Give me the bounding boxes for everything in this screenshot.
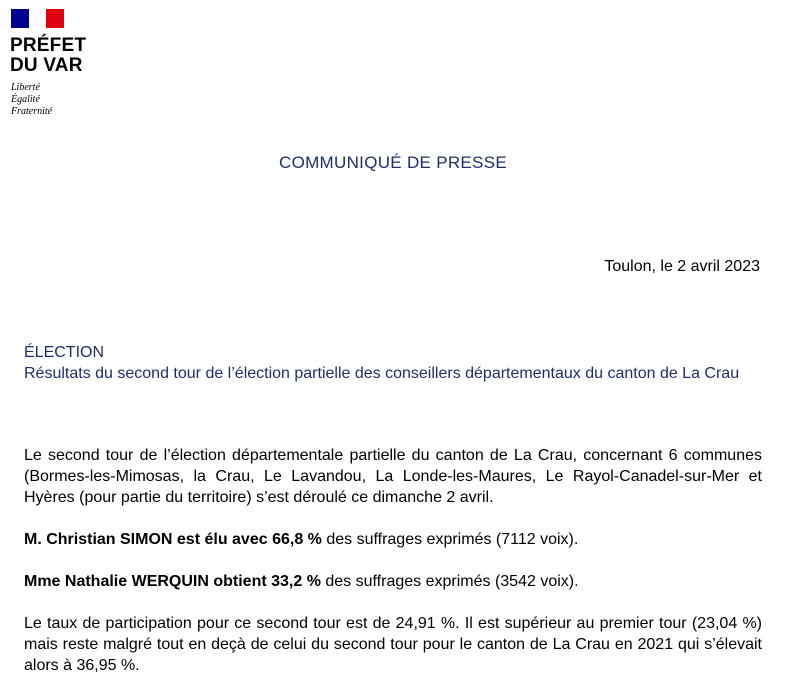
flag-white-stripe	[29, 9, 46, 28]
logo-line-1: PRÉFET	[10, 35, 87, 56]
werquin-result-bold: Mme Nathalie WERQUIN obtient 33,2 %	[24, 573, 321, 590]
dateline: Toulon, le 2 avril 2023	[604, 258, 760, 275]
french-flag-icon	[11, 9, 64, 28]
republic-motto	[11, 82, 52, 118]
section-subtitle: Résultats du second tour de l’élection partielle des conseillers départementaux du canton de La Crau	[24, 365, 740, 382]
section-heading: ÉLECTION	[24, 344, 105, 361]
logo-line-2: DU VAR	[10, 55, 83, 76]
paragraph-simon-result	[24, 529, 762, 550]
motto-fraternite: Fraternité	[11, 106, 53, 117]
simon-result-rest: des suffrages exprimés (7112 voix).	[321, 531, 579, 548]
paragraph-participation: Le taux de participation pour ce second tour est de 24,91 %. Il est supérieur au premier tour (23,04 %) mais reste malgré tout en deçà de celui du second tour pour le canton de La Crau en 2021 qui s’élevait alors à 36,95 %.	[24, 615, 762, 674]
prefecture-logo-title	[10, 36, 86, 76]
werquin-result-rest: des suffrages exprimés (3542 voix).	[320, 573, 579, 590]
motto-egalite: Égalité	[11, 94, 40, 105]
paragraph-werquin-result	[24, 571, 762, 592]
motto-liberte: Liberté	[11, 82, 40, 93]
paragraph-intro: Le second tour de l’élection départementale partielle du canton de La Crau, concernant 6 communes (Bormes-les-Mimosas, la Crau, Le Lavandou, La Londe-les-Maures, Le Rayol-Canadel-sur-Mer et Hyères (pour partie du territoire) s’est déroulé ce dimanche 2 avril.	[24, 447, 762, 506]
press-release-title: COMMUNIQUÉ DE PRESSE	[279, 153, 507, 172]
flag-red-stripe	[46, 9, 64, 28]
document-body	[24, 445, 762, 676]
simon-result-bold: M. Christian SIMON est élu avec 66,8 %	[24, 531, 322, 548]
section-header	[24, 342, 764, 384]
flag-blue-stripe	[11, 9, 29, 28]
